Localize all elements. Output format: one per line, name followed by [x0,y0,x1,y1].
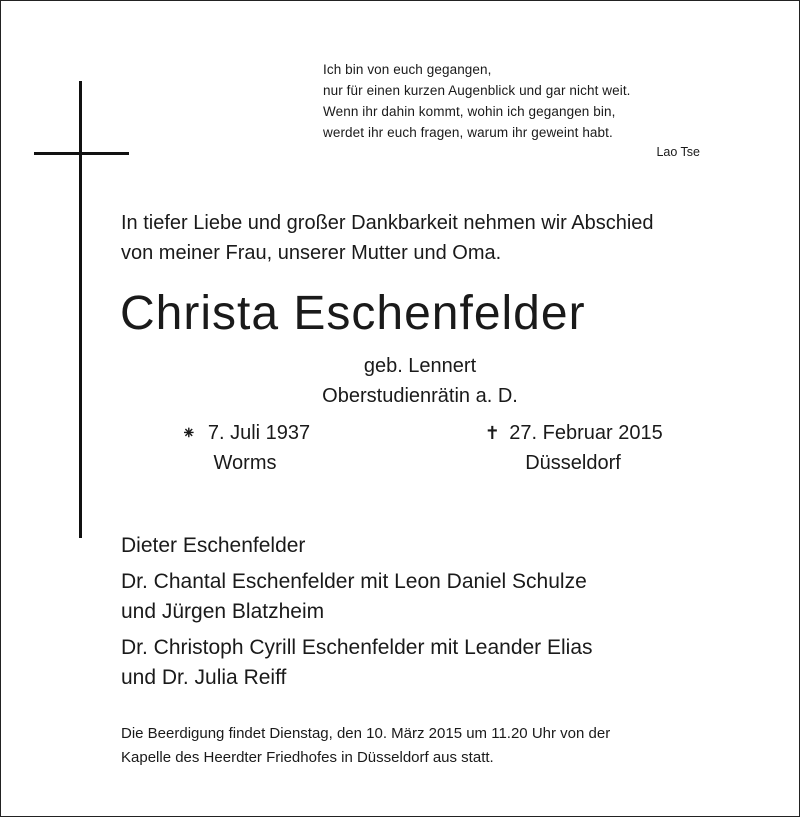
intro-line: von meiner Frau, unserer Mutter und Oma. [121,242,502,264]
birth-date: 7. Juli 1937 [207,422,311,444]
poem [323,59,683,143]
birth-star-icon: ⁕ [181,423,197,443]
birth-name: geb. Lennert [363,355,477,377]
family-entry-line: Dieter Eschenfelder [121,534,306,557]
intro-line: In tiefer Liebe und großer Dankbarkeit nehmen wir Abschied [121,212,654,234]
poem-line: Wenn ihr dahin kommt, wohin ich gegangen bin, [323,104,616,119]
poem-line: nur für einen kurzen Augenblick und gar nicht weit. [323,83,631,98]
funeral-notice [121,722,761,770]
profession: Oberstudienrätin a. D. [322,385,518,407]
funeral-line: Die Beerdigung findet Dienstag, den 10. März 2015 um 11.20 Uhr von der [121,725,611,742]
death-cross-icon: ✝ [484,423,500,443]
deceased-name: Christa Eschenfelder [120,287,586,340]
family-entry [121,633,761,693]
funeral-line: Kapelle des Heerdter Friedhofes in Düsseldorf aus statt. [121,749,494,766]
cross-icon-vertical-bar [79,81,82,538]
poem-author: Lao Tse [656,145,700,159]
family-entry-line: und Jürgen Blatzheim [121,600,325,623]
death-info [468,418,678,478]
cross-icon-horizontal-bar [34,152,129,155]
birth-info [160,418,330,478]
death-place: Düsseldorf [525,452,621,474]
intro-text [121,208,761,268]
family-entry [121,567,761,627]
poem-line: werdet ihr euch fragen, warum ihr geweint habt. [323,125,613,140]
family-entry-line: Dr. Chantal Eschenfelder mit Leon Daniel Schulze [121,570,587,593]
family-entry-line: Dr. Christoph Cyrill Eschenfelder mit Leander Elias [121,636,593,659]
family-entry [121,531,761,561]
poem-line: Ich bin von euch gegangen, [323,62,492,77]
family-entry-line: und Dr. Julia Reiff [121,666,287,689]
birth-place: Worms [213,452,277,474]
family-list [121,531,761,699]
death-date: 27. Februar 2015 [509,422,663,444]
